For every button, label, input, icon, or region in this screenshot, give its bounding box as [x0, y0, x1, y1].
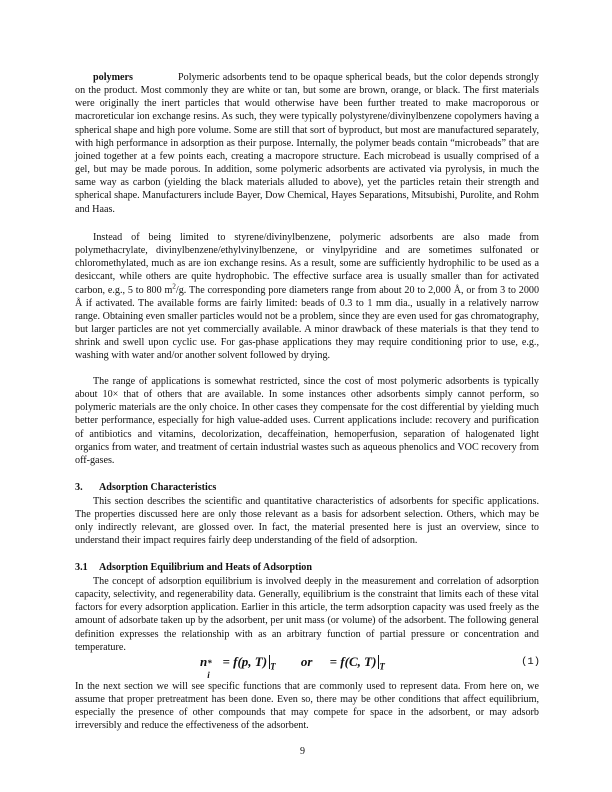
- equation-1: [200, 654, 540, 680]
- equation-body: [200, 654, 385, 680]
- run-in-heading: polymers: [93, 72, 133, 83]
- paragraph-polymer-materials: [75, 231, 539, 363]
- section-number: 3.: [75, 482, 83, 493]
- section-title: Adsorption Equilibrium and Heats of Adsorption: [99, 562, 312, 573]
- paragraph-applications: The range of applications is somewhat restricted, since the cost of most polymeric adsorbents is typically about 10× that of others that are available. In some instances other adsorbents simply cannot perform, so polymeric materials are the only choice. In other cases they compensate for the cost differential by yielding much better performance, especially for high value-added uses. Current applications include: recovery and purification of antibiotics and vitamins, decolorization, decaffeination, hemoperfusion, separation of halogenated light organics from water, and treatment of certain industrial wastes such as aqueous phenolics and VOC recovery from off-gases.: [75, 376, 539, 466]
- superscript: 2: [172, 282, 176, 291]
- equation-sub: i: [207, 670, 210, 680]
- equation-rhs-2: = f(C, T): [329, 654, 377, 669]
- section-heading-3-1: [75, 562, 312, 573]
- equation-rhs-1: = f(p, T): [222, 654, 268, 669]
- paragraph-polymers: [75, 71, 539, 216]
- section-number: 3.1: [75, 562, 88, 573]
- equation-sub-1: T: [270, 661, 276, 672]
- paragraph-text: /g. The corresponding pore diameters range from about 20 to 2,000 Å, or from 3 to 2000 Å if activated. The available forms are fairly limited: beads of 0.3 to 1 mm dia., usually in a relatively narrow range. Obtaining even smaller particles would not be a problem, since they are even used for gas chromatography, but larger particles are not yet commercially available. A minor drawback of these materials is that they tend to shrink and swell upon cyclic use. For gas-phase applications they may require conditioning prior to use, e.g., washing with water and/or another solvent followed by drying.: [75, 284, 540, 362]
- paragraph-section-3-1: The concept of adsorption equilibrium is involved deeply in the measurement and correlation of adsorption capacity, selectivity, and regenerability data. Generally, equilibrium is the constraint that limits each of these vital factors for every adsorption application. Earlier in this article, the term adsorption capacity was used freely as the amount of adsorbate taken up by the adsorbent, per unit mass (or volume) of the adsorbent. The following general definition expresses the relationship with as an arbitrary function of partial pressure or concentration and temperature.: [75, 576, 539, 653]
- equation-sup: *: [207, 658, 212, 668]
- equation-sub-2: T: [379, 661, 385, 672]
- equation-lhs: n: [200, 654, 208, 669]
- section-title: Adsorption Characteristics: [99, 482, 217, 493]
- page-number: 9: [300, 746, 305, 757]
- paragraph-body: Polymeric adsorbents tend to be opaque spherical beads, but the color depends strongly on the product. Most commonly they are white or tan, but some are brown, orange, or black. The first materials were originally the inert particles that would otherwise have been further treated to make macroporous or macroreticular ion exchange resins. As such, they were typically polystyrene/divinylbenzene copolymers having a spherical shape and high pore volume. Some are still that sort of byproduct, but most are manufactured separately, with high performance in adsorption as their purpose. Internally, the polymer beads contain “microbeads” that are joined together at a few points each, creating a macropore structure. Each microbead is usually comprised of a gel, but may be made porous. In addition, some polymeric adsorbents are activated via pyrolysis, in much the same way as carbon (yielding the black materials alluded to above), yet the particles retain their strength and spherical shape. Manufacturers include Bayer, Dow Chemical, Hayes Separations, Mitsubishi, Purolite, and Rohm and Haas.: [75, 72, 539, 215]
- section-heading-3: [75, 482, 216, 493]
- equation-or: or: [300, 654, 313, 669]
- equation-number: (1): [521, 656, 540, 668]
- paragraph-section-3: This section describes the scientific and quantitative characteristics of adsorbents for specific applications. The properties discussed here are only those relevant as a basis for adsorbent selection. Others, which may be only indirectly relevant, are glossed over. In fact, the material presented here is just an overview, since to understand their impact requires fairly deep understanding of the field of adsorption.: [75, 496, 539, 547]
- paragraph-next-section: In the next section we will see specific functions that are commonly used to represent data. From here on, we assume that proper pretreatment has been done. Even so, there may be other conditions that affect equilibrium, especially the presence of other compounds that may compete for space in the adsorbent, or may adsorb irreversibly and reduce the effectiveness of the adsorbent.: [75, 681, 539, 732]
- paragraph-text: Instead of being limited to styrene/divinylbenzene, polymeric adsorbents are also made from polymethacrylate, divinylbenzene/ethylvinylbenzene, or vinylpyridine and are sometimes sulfonated or chloromethylated, much as are ion exchange resins. As a result, some are sufficiently hydrophilic to be used as a desiccant, while others are quite hydrophobic. The effective surface area is usually smaller than for activated carbon, e.g., 5 to 800 m: [75, 232, 539, 296]
